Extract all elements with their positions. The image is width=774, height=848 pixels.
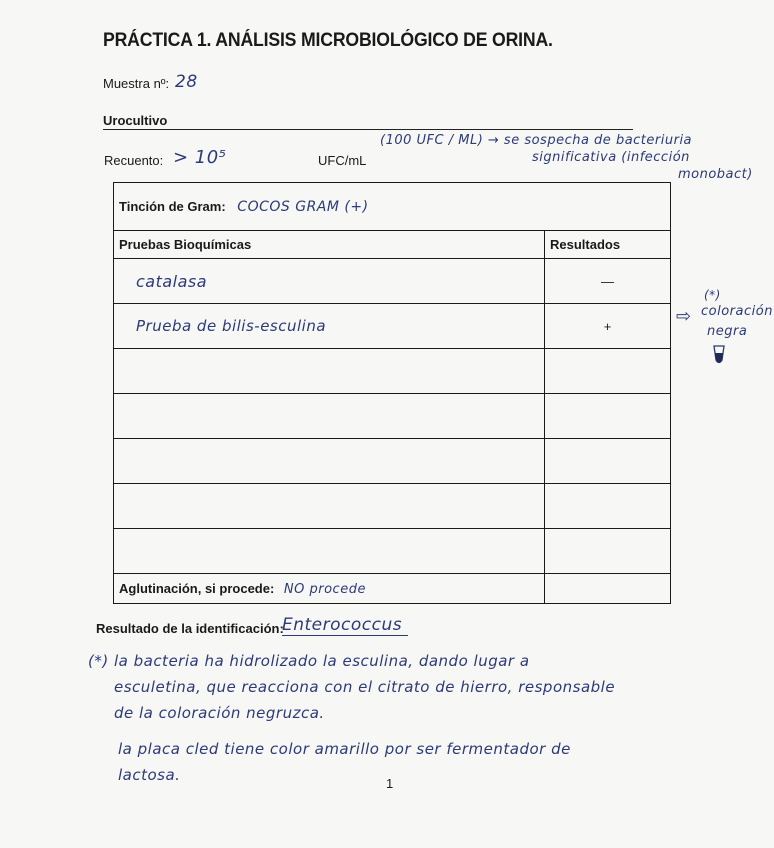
test-cell (114, 349, 545, 394)
note-line5: lactosa. (118, 766, 181, 784)
result-cell (545, 394, 671, 439)
conclusion-notes (88, 648, 688, 788)
table-row (114, 484, 671, 529)
result-cell (545, 439, 671, 484)
arrow-icon: ⇨ (676, 306, 692, 327)
agglutination-value: NO procede (283, 581, 366, 597)
table-header-row (114, 231, 671, 259)
sample-label: Muestra nº: (103, 76, 170, 91)
count-note-line2: significativa (infección (532, 150, 690, 165)
col-tests-header: Pruebas Bioquímicas (114, 231, 545, 259)
count-note-line1: (100 UFC / ML) → se sospecha de bacteriuria (380, 133, 693, 148)
side-note-marker: (*) (704, 288, 721, 302)
section-urocultivo: Urocultivo (103, 113, 168, 128)
result-cell: + (545, 304, 671, 349)
test-cell: catalasa (114, 259, 545, 304)
count-label: Recuento: (104, 153, 164, 168)
gram-label: Tinción de Gram: (119, 198, 226, 214)
result-cell (545, 484, 671, 529)
sample-value: 28 (175, 72, 198, 92)
count-note (380, 132, 753, 183)
gram-cell (114, 183, 671, 231)
note-line3: de la coloración negruzca. (114, 704, 325, 722)
note-line2: esculetina, que reacciona con el citrato de hierro, responsable (114, 678, 616, 696)
test-cell (114, 484, 545, 529)
gram-row (114, 183, 671, 231)
biochem-table (113, 182, 671, 604)
agglutination-cell (114, 574, 545, 604)
section-rule (103, 129, 633, 130)
result-cell (545, 349, 671, 394)
page-title: PRÁCTICA 1. ANÁLISIS MICROBIOLÓGICO DE ORINA. (103, 30, 553, 51)
result-label: Resultado de la identificación: (96, 621, 284, 636)
count-note-line3: monobact) (678, 167, 753, 182)
count-value: > 10⁵ (173, 147, 227, 168)
test-cell (114, 529, 545, 574)
agglutination-row (114, 574, 671, 604)
test-tube-icon (712, 344, 726, 366)
page-number: 1 (386, 776, 394, 791)
table-row (114, 349, 671, 394)
agglutination-label: Aglutinación, si procede: (119, 580, 275, 596)
result-value: Enterococcus (282, 615, 408, 636)
test-cell (114, 439, 545, 484)
note-line4: la placa cled tiene color amarillo por ser fermentador de (118, 740, 571, 758)
agglutination-result-cell (545, 574, 671, 604)
col-results-header: Resultados (545, 231, 671, 259)
test-cell (114, 394, 545, 439)
table-row (114, 304, 671, 349)
note-line1: (*) la bacteria ha hidrolizado la esculina, dando lugar a (88, 652, 530, 670)
gram-value: COCOS GRAM (+) (237, 198, 369, 215)
unit-label: UFC/mL (318, 153, 367, 168)
result-cell (545, 529, 671, 574)
test-cell: Prueba de bilis-esculina (114, 304, 545, 349)
side-note-line2: negra (707, 324, 748, 339)
side-note-line1: coloración (701, 304, 773, 319)
result-cell: — (545, 259, 671, 304)
table-row (114, 529, 671, 574)
table-row (114, 439, 671, 484)
table-row (114, 394, 671, 439)
table-row (114, 259, 671, 304)
